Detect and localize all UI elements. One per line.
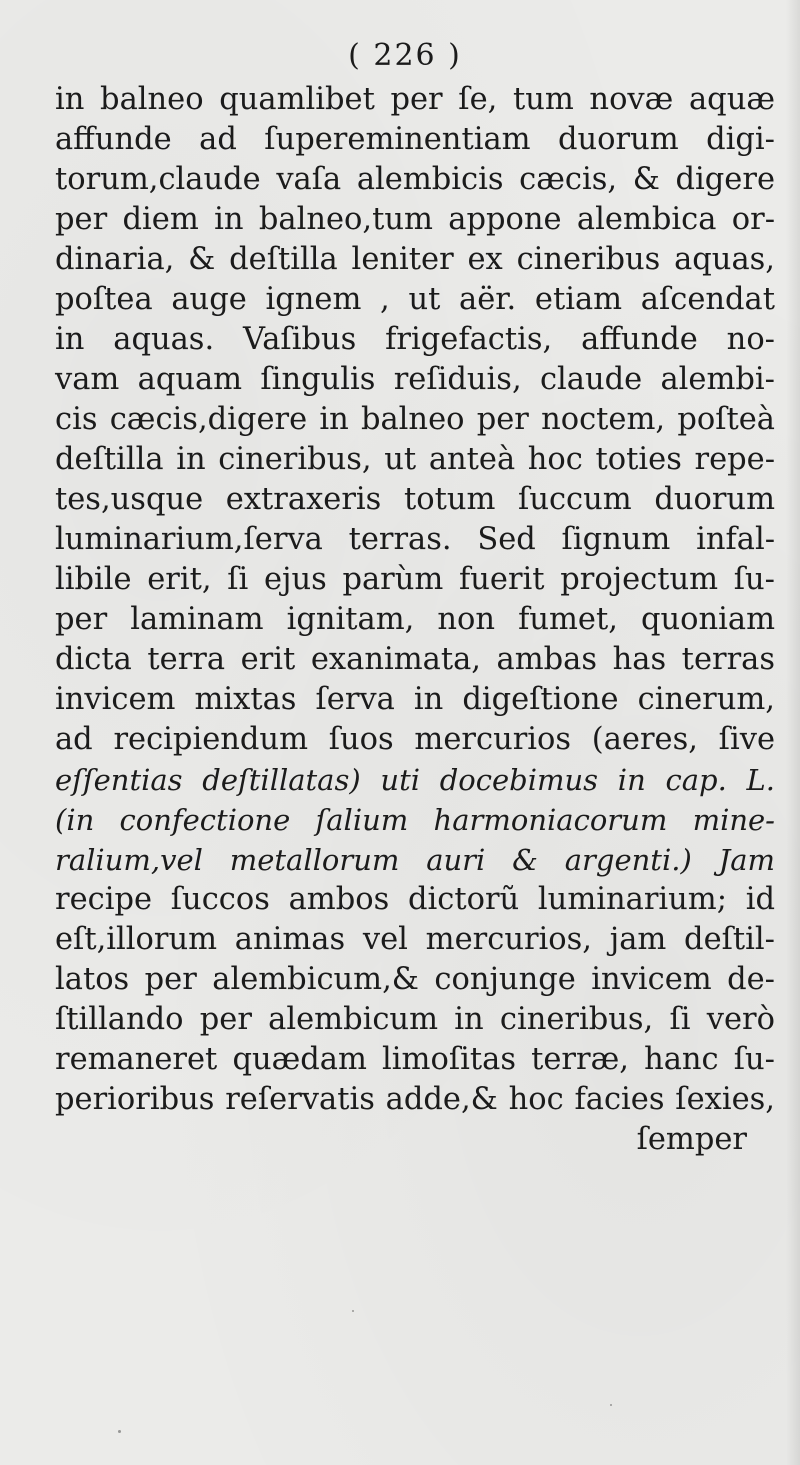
text-line: per laminam ignitam, non fumet, quoniam (55, 602, 775, 637)
text-line: in balneo quamlibet per ſe, tum novæ aquæ (55, 82, 775, 117)
page-edge-shadow (786, 0, 800, 1465)
body-text (55, 80, 775, 1160)
text-line-italic: ralium,vel metallorum auri & argenti.) Jam (55, 843, 775, 877)
text-line: perioribus reſervatis adde,& hoc facies ſexies, (55, 1082, 775, 1117)
text-line: luminarium,ſerva terras. Sed ſignum infal- (55, 522, 775, 557)
text-line: recipe ſuccos ambos dictorũ luminarium; id (55, 882, 775, 917)
text-line: cis cæcis,digere in balneo per noctem, poſteà (55, 402, 775, 437)
text-line: ad recipiendum ſuos mercurios (aeres, ſive (55, 722, 775, 757)
text-line-italic: (in confectione ſalium harmoniacorum mine- (55, 803, 775, 837)
text-line: in aquas. Vaſibus frigefactis, affunde no- (55, 322, 775, 357)
text-line: dicta terra erit exanimata, ambas has terras (55, 642, 775, 677)
text-line: libile erit, ſi ejus parùm fuerit projectum ſu- (55, 562, 775, 597)
text-line: torum,claude vaſa alembicis cæcis, & digere (55, 162, 775, 197)
text-line: tes,usque extraxeris totum ſuccum duorum (55, 482, 775, 517)
text-line: deſtilla in cineribus, ut anteà hoc toties repe- (55, 442, 775, 477)
text-line: poſtea auge ignem , ut aër. etiam aſcendat (55, 282, 775, 317)
text-line: latos per alembicum,& conjunge invicem de- (55, 962, 775, 997)
paper-speck (610, 1404, 612, 1406)
text-line-italic: eſſentias deſtillatas) uti docebimus in cap. L. (55, 763, 775, 797)
text-line: remaneret quædam limoſitas terræ, hanc ſu- (55, 1042, 775, 1077)
text-line: vam aquam ſingulis reſiduis, claude alembi- (55, 362, 775, 397)
text-line: per diem in balneo,tum appone alembica or- (55, 202, 775, 237)
catchword: ſemper (636, 1122, 747, 1157)
text-line: dinaria, & deſtilla leniter ex cineribus aquas, (55, 242, 775, 277)
text-line: affunde ad ſupereminentiam duorum digi- (55, 122, 775, 157)
paper-speck (352, 1310, 354, 1312)
paper-speck (118, 1430, 121, 1433)
text-line: invicem mixtas ſerva in digeſtione cinerum, (55, 682, 775, 717)
page-number: ( 226 ) (348, 38, 462, 73)
text-line: eſt,illorum animas vel mercurios, jam deſtil- (55, 922, 775, 957)
text-line: ſtillando per alembicum in cineribus, ſi verò (55, 1002, 775, 1037)
